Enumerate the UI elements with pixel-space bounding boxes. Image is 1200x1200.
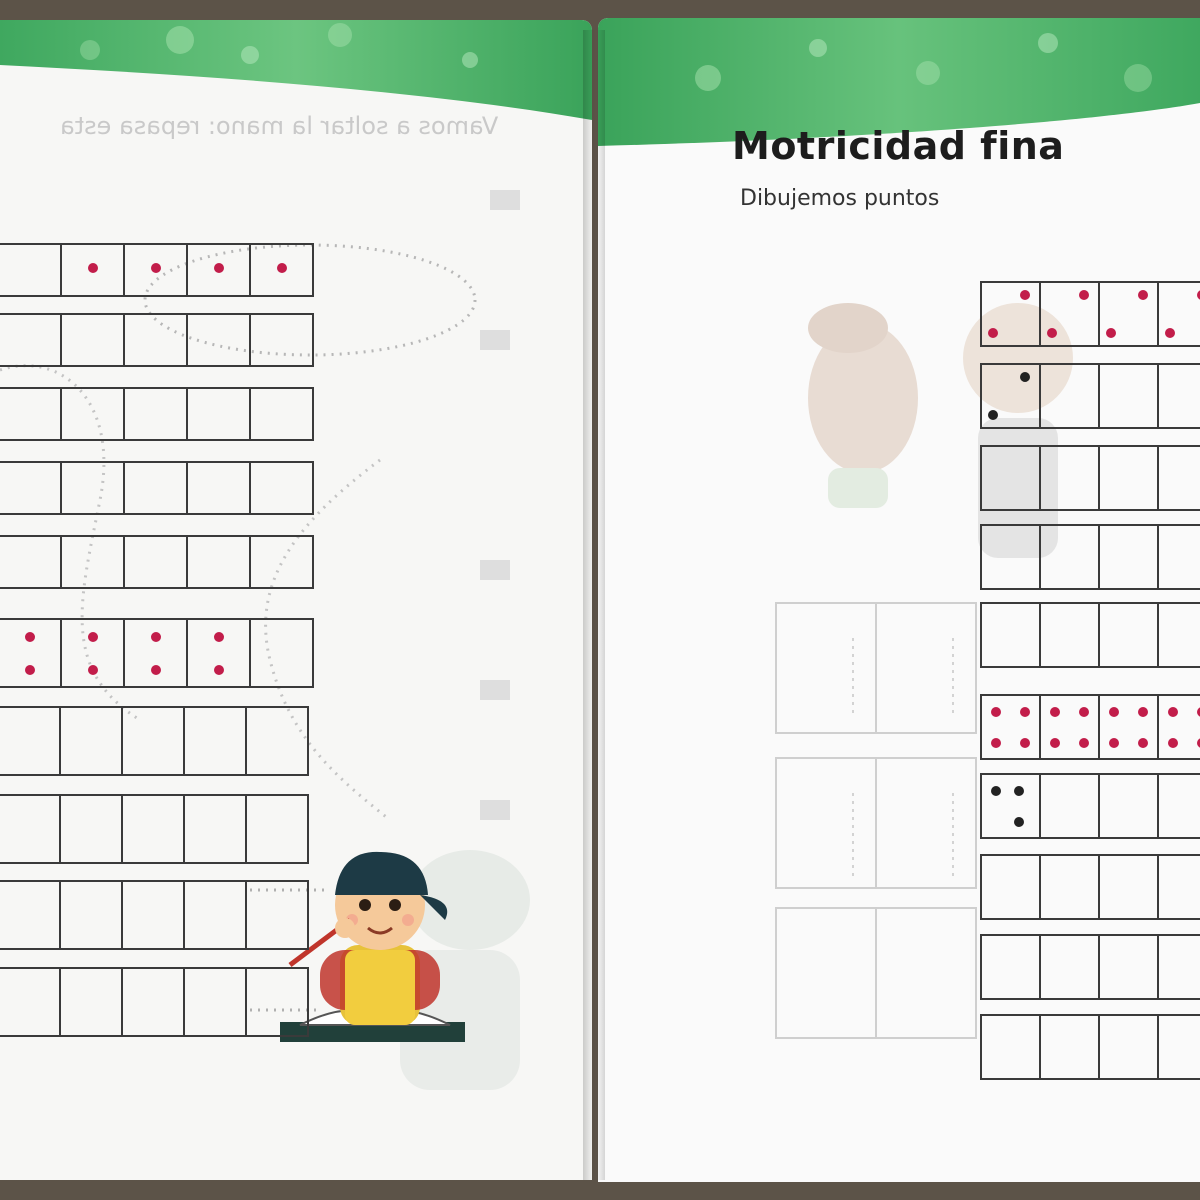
grid-cell <box>980 363 1041 429</box>
grid-cell <box>0 243 62 297</box>
right-grid-row-2 <box>980 363 1200 429</box>
left-grid-row-4 <box>0 461 314 515</box>
left-grid-row-1 <box>0 243 314 297</box>
right-grid-row-9 <box>980 934 1200 1000</box>
page-title: Motricidad fina <box>732 124 1065 168</box>
grid-cell <box>60 313 125 367</box>
grid-cell <box>1039 1014 1100 1080</box>
grid-cell <box>183 794 247 864</box>
grid-cell <box>1039 934 1100 1000</box>
grid-cell <box>1157 934 1200 1000</box>
grid-cell <box>183 967 247 1037</box>
trace-dot <box>1079 738 1089 748</box>
grid-cell <box>1039 363 1100 429</box>
grid-cell <box>245 706 309 776</box>
right-grid-row-1 <box>980 281 1200 347</box>
grid-cell <box>245 794 309 864</box>
grid-cell <box>980 602 1041 668</box>
grid-cell <box>1098 934 1159 1000</box>
boy-reading-illustration <box>280 840 540 1050</box>
trace-dot <box>1014 786 1024 796</box>
trace-dot <box>1168 707 1178 717</box>
trace-dot <box>988 410 998 420</box>
grid-cell <box>186 535 251 589</box>
grid-cell <box>186 618 251 688</box>
trace-dot <box>277 263 287 273</box>
grid-cell <box>249 387 314 441</box>
grid-cell <box>183 706 247 776</box>
right-grid-row-6 <box>980 694 1200 760</box>
grid-cell <box>186 387 251 441</box>
grid-cell <box>249 535 314 589</box>
grid-cell <box>60 618 125 688</box>
grid-cell <box>1098 281 1159 347</box>
grid-cell <box>123 313 188 367</box>
left-grid-row-9 <box>0 880 309 950</box>
grid-cell <box>1098 1014 1159 1080</box>
trace-dot <box>214 263 224 273</box>
trace-dot <box>151 263 161 273</box>
grid-cell <box>1098 524 1159 590</box>
grid-cell <box>0 313 62 367</box>
grid-cell <box>980 773 1041 839</box>
trace-dot <box>1050 738 1060 748</box>
grid-cell <box>249 618 314 688</box>
grid-cell <box>1157 694 1200 760</box>
left-grid-row-8 <box>0 794 309 864</box>
grid-cell <box>0 618 62 688</box>
grid-cell <box>1157 524 1200 590</box>
grid-cell <box>1157 281 1200 347</box>
grid-cell <box>121 794 185 864</box>
grid-cell <box>249 243 314 297</box>
trace-dot <box>25 632 35 642</box>
trace-dot <box>1138 290 1148 300</box>
grid-cell <box>60 243 125 297</box>
grid-cell <box>0 387 62 441</box>
trace-dot <box>88 263 98 273</box>
grid-cell <box>186 461 251 515</box>
trace-dot <box>151 665 161 675</box>
left-grid-row-5 <box>0 535 314 589</box>
grid-cell <box>980 694 1041 760</box>
grid-cell <box>1157 1014 1200 1080</box>
right-grid-row-5 <box>980 602 1200 668</box>
grid-cell <box>183 880 247 950</box>
faint-background-illustration <box>598 18 1200 1182</box>
grid-cell <box>980 524 1041 590</box>
grid-cell <box>59 967 123 1037</box>
trace-dot <box>1109 738 1119 748</box>
grid-cell <box>1039 602 1100 668</box>
grid-cell <box>980 934 1041 1000</box>
trace-dot <box>1020 290 1030 300</box>
right-grid-row-7 <box>980 773 1200 839</box>
grid-cell <box>1157 602 1200 668</box>
trace-dot <box>1165 328 1175 338</box>
grid-cell <box>60 461 125 515</box>
trace-dot <box>1109 707 1119 717</box>
right-grid-row-8 <box>980 854 1200 920</box>
grid-cell <box>0 535 62 589</box>
trace-dot <box>1020 372 1030 382</box>
grid-cell <box>0 706 61 776</box>
page-subtitle: Dibujemos puntos <box>740 186 940 211</box>
trace-dot <box>214 665 224 675</box>
trace-dot <box>151 632 161 642</box>
trace-dot <box>991 786 1001 796</box>
trace-dot <box>1020 738 1030 748</box>
grid-cell <box>245 967 309 1037</box>
right-grid-row-4 <box>980 524 1200 590</box>
grid-cell <box>1098 602 1159 668</box>
right-page <box>598 18 1200 1182</box>
left-grid-row-10 <box>0 967 309 1037</box>
grid-cell <box>1157 445 1200 511</box>
trace-dot <box>88 665 98 675</box>
grid-cell <box>123 243 188 297</box>
grid-cell <box>59 880 123 950</box>
grid-cell <box>186 243 251 297</box>
grid-cell <box>980 854 1041 920</box>
left-grid-row-2 <box>0 313 314 367</box>
grid-cell <box>123 535 188 589</box>
grid-cell <box>0 794 61 864</box>
grid-cell <box>0 967 61 1037</box>
grid-cell <box>1039 445 1100 511</box>
grid-cell <box>980 281 1041 347</box>
trace-dot <box>1079 290 1089 300</box>
grid-cell <box>60 387 125 441</box>
grid-cell <box>1157 773 1200 839</box>
grid-cell <box>1098 773 1159 839</box>
trace-dot <box>1020 707 1030 717</box>
grid-cell <box>121 706 185 776</box>
grid-cell <box>121 880 185 950</box>
trace-dot <box>25 665 35 675</box>
grid-cell <box>1157 363 1200 429</box>
trace-dot <box>991 738 1001 748</box>
grid-cell <box>980 445 1041 511</box>
grid-cell <box>59 794 123 864</box>
grid-cell <box>59 706 123 776</box>
grid-cell <box>1039 854 1100 920</box>
right-grid-row-3 <box>980 445 1200 511</box>
grid-cell <box>60 535 125 589</box>
grid-cell <box>1039 281 1100 347</box>
trace-dot <box>1050 707 1060 717</box>
grid-cell <box>249 313 314 367</box>
left-page <box>0 20 592 1180</box>
left-grid-row-6 <box>0 618 314 688</box>
grid-cell <box>123 461 188 515</box>
grid-cell <box>123 618 188 688</box>
grid-cell <box>0 880 61 950</box>
grid-cell <box>121 967 185 1037</box>
grid-cell <box>1098 445 1159 511</box>
trace-dot <box>1106 328 1116 338</box>
trace-dot <box>1138 707 1148 717</box>
right-grid-row-10 <box>980 1014 1200 1080</box>
grid-cell <box>1157 854 1200 920</box>
left-grid-row-3 <box>0 387 314 441</box>
grid-cell <box>1039 524 1100 590</box>
trace-dot <box>1014 817 1024 827</box>
grid-cell <box>1098 694 1159 760</box>
trace-dot <box>1138 738 1148 748</box>
grid-cell <box>1039 694 1100 760</box>
grid-cell <box>186 313 251 367</box>
grid-cell <box>1098 363 1159 429</box>
grid-cell <box>0 461 62 515</box>
grid-cell <box>1039 773 1100 839</box>
mirrored-heading: Vamos a soltar la mano: repasa esta <box>60 112 499 140</box>
trace-dot <box>991 707 1001 717</box>
trace-dot <box>1047 328 1057 338</box>
trace-dot <box>988 328 998 338</box>
grid-cell <box>980 1014 1041 1080</box>
trace-dot <box>1079 707 1089 717</box>
grid-cell <box>249 461 314 515</box>
grid-cell <box>1098 854 1159 920</box>
trace-dot <box>1168 738 1178 748</box>
trace-dot <box>214 632 224 642</box>
grid-cell <box>245 880 309 950</box>
trace-dot <box>88 632 98 642</box>
grid-cell <box>123 387 188 441</box>
left-grid-row-7 <box>0 706 309 776</box>
